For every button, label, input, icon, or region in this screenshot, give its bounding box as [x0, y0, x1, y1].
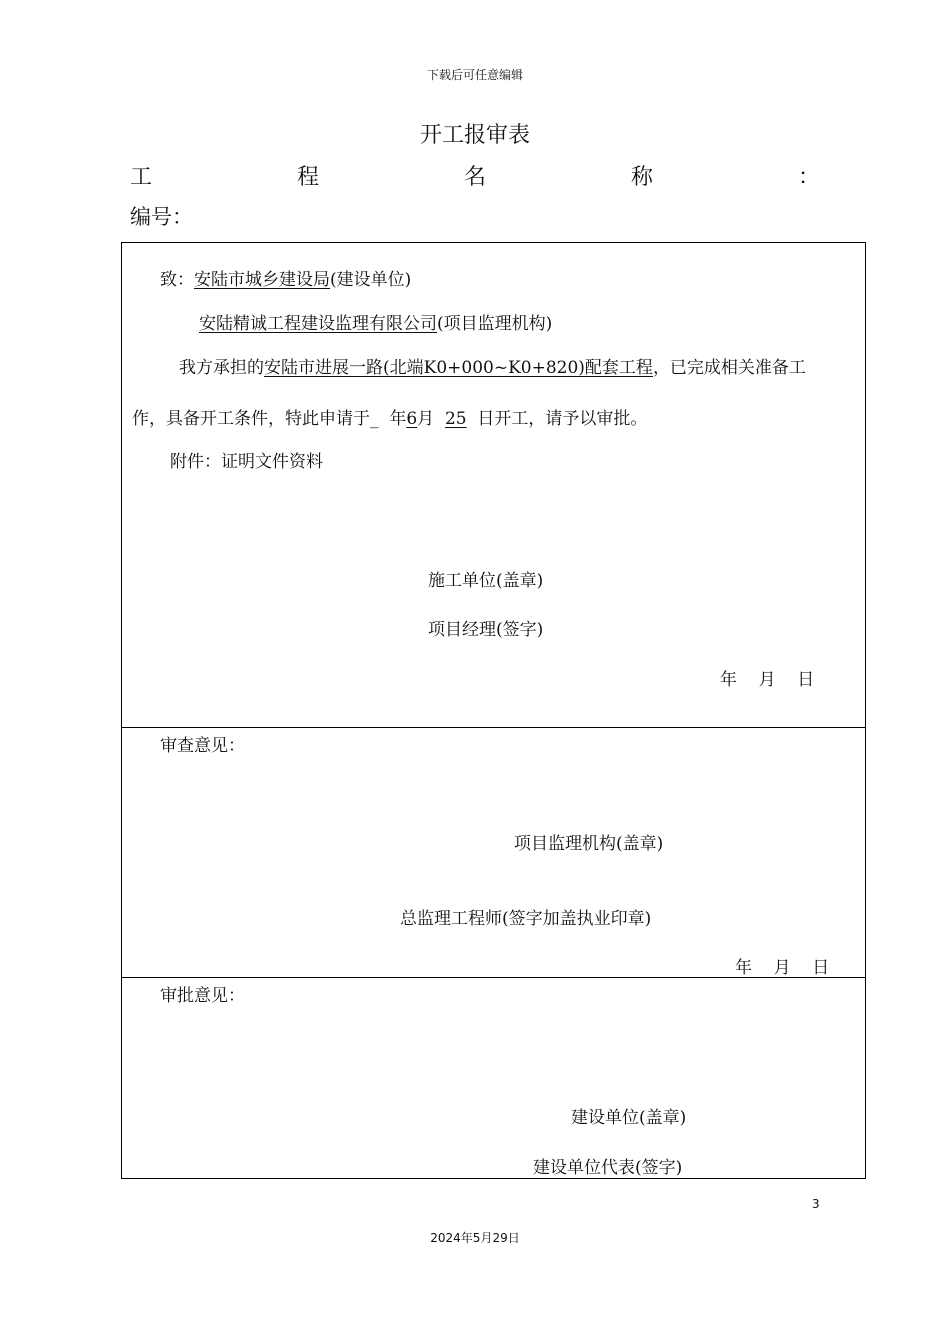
body-suffix: ，已完成相关准备工: [652, 358, 806, 378]
owner-name: 安陆市城乡建设局: [194, 270, 330, 290]
page-number: 3: [812, 1197, 820, 1211]
application-section: [121, 242, 866, 728]
project-name-label: [130, 160, 820, 191]
owner-role: (建设单位): [330, 270, 412, 290]
application-body-line-1: [179, 353, 806, 378]
review-date: 年 月 日: [735, 958, 830, 978]
application-body-line-2: [132, 404, 647, 429]
month-char: 月: [417, 409, 435, 429]
review-label: 审查意见：: [160, 736, 245, 756]
to-prefix: 致：: [160, 270, 194, 290]
start-month: 6: [406, 409, 418, 429]
line2-prefix: 作，具备开工条件，特此申请于: [132, 409, 370, 429]
project-name-char: 程: [296, 165, 319, 190]
project-title: 安陆市进展一路(北端K0+000~K0+820)配套工程: [264, 358, 653, 378]
addressee-line: [160, 265, 411, 290]
review-section: [121, 727, 866, 978]
supervisor-name: 安陆精诚工程建设监理有限公司: [199, 314, 437, 334]
supervision-org-seal-line: 项目监理机构(盖章): [514, 834, 664, 854]
project-name-colon: ：: [797, 165, 820, 190]
chief-engineer-sign-line: 总监理工程师(签字加盖执业印章): [400, 909, 652, 929]
header-note: 下载后可任意编辑: [426, 68, 523, 82]
document-title: 开工报审表: [419, 123, 530, 148]
application-date: 年 月 日: [720, 670, 815, 690]
year-char: 年: [389, 409, 407, 429]
project-name-char: 称: [630, 165, 653, 190]
serial-number-label: 编号：: [130, 205, 193, 229]
approval-label: 审批意见：: [160, 986, 245, 1006]
approval-section: [121, 977, 866, 1179]
owner-seal-line: 建设单位(盖章): [571, 1108, 687, 1128]
start-day: 25: [444, 409, 467, 429]
project-name-char: 名: [463, 165, 486, 190]
supervisor-line: [199, 309, 552, 334]
owner-rep-sign-line: 建设单位代表(签字): [533, 1158, 683, 1178]
contractor-seal-line: 施工单位(盖章): [428, 571, 544, 591]
body-prefix: 我方承担的: [179, 358, 264, 378]
line2-suffix: 日开工，请予以审批。: [477, 409, 648, 429]
footer-date: 2024年5月29日: [430, 1231, 520, 1245]
attachment-line: 附件：证明文件资料: [170, 452, 323, 472]
project-manager-sign-line: 项目经理(签字): [428, 620, 544, 640]
year-blank: _: [370, 409, 379, 429]
supervisor-role: (项目监理机构): [437, 314, 553, 334]
project-name-char: 工: [130, 165, 153, 190]
